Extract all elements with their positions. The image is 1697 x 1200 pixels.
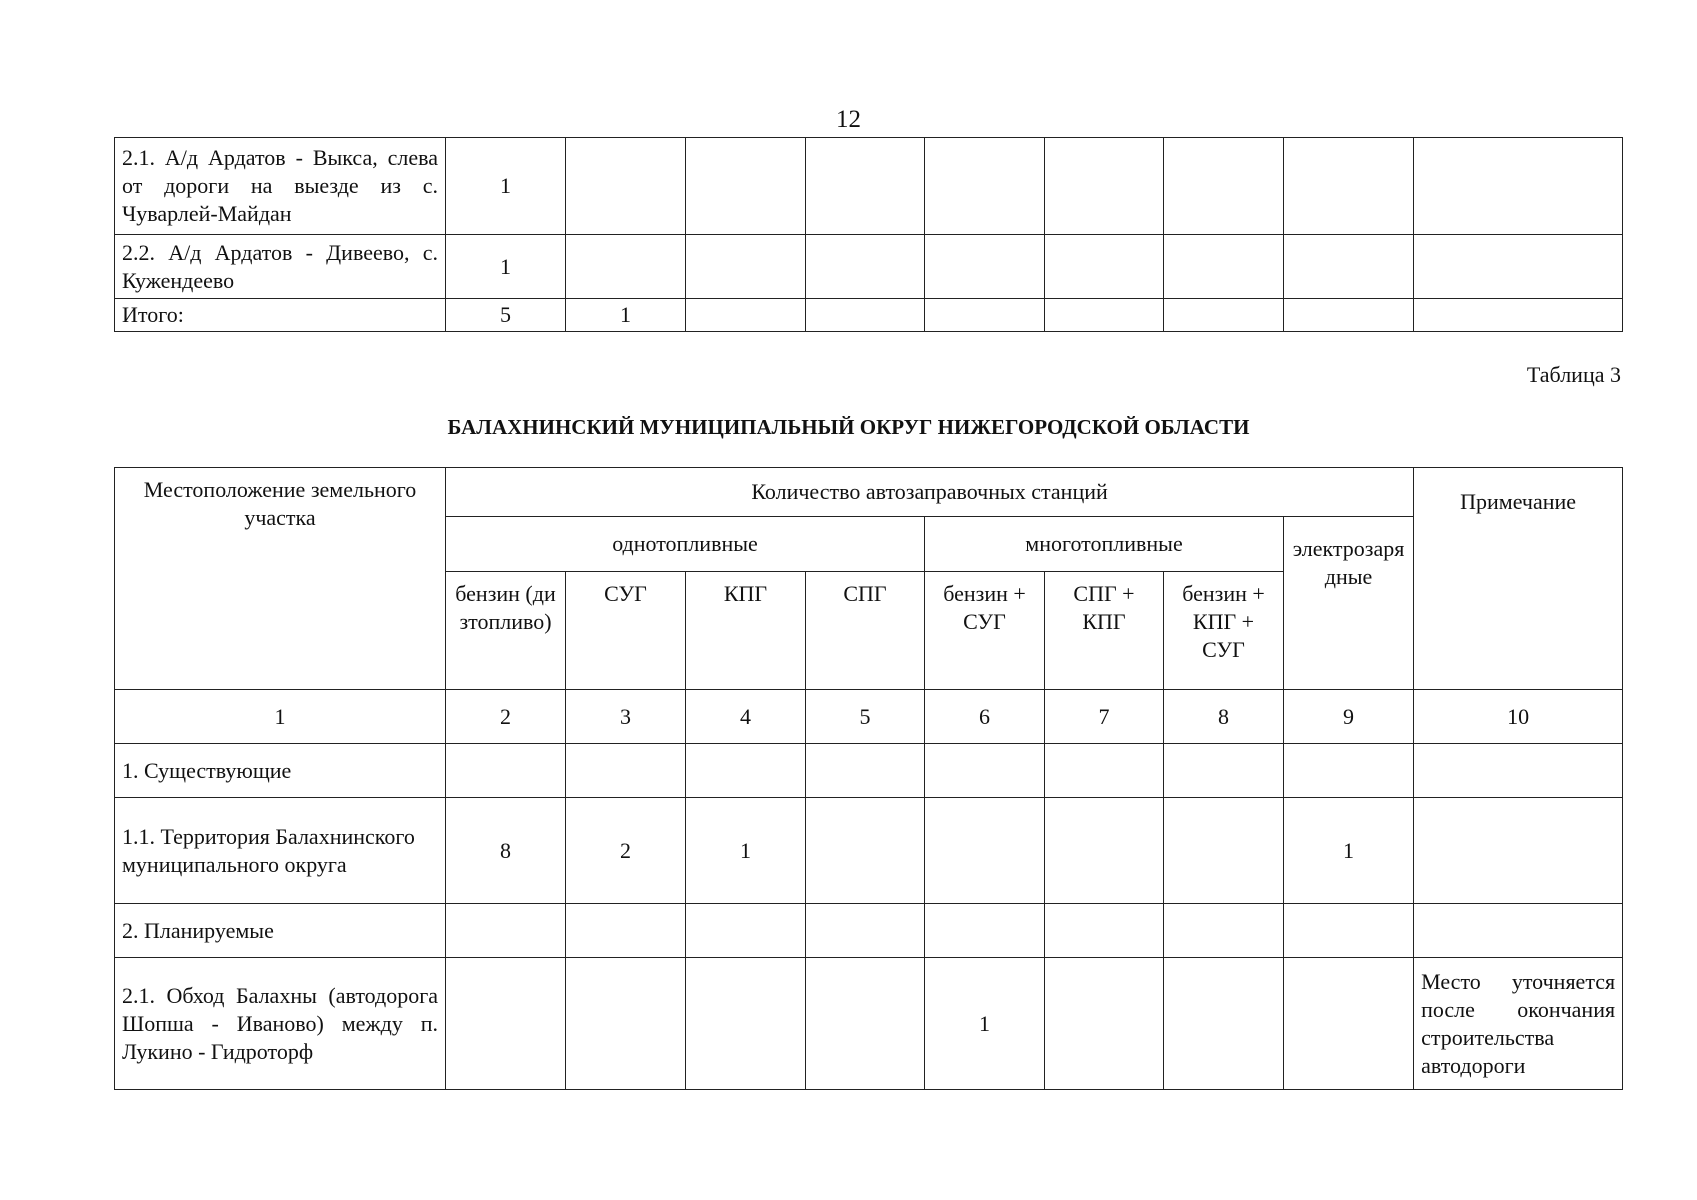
header-count: Количество автозаправочных станций: [446, 468, 1414, 517]
header-single-fuel: однотопливные: [446, 517, 925, 572]
table-row: [115, 958, 1623, 1090]
row-label: 1.1. Территория Балахнинского муниципального округа: [115, 798, 446, 904]
column-number: 1: [115, 690, 446, 744]
page-number: 12: [836, 106, 861, 133]
column-number: 7: [1045, 690, 1164, 744]
column-numbers-row: [115, 690, 1623, 744]
header-multi-fuel: многотопливные: [925, 517, 1284, 572]
column-number: 10: [1414, 690, 1623, 744]
column-number: 6: [925, 690, 1045, 744]
column-number: 3: [566, 690, 686, 744]
column-number: 9: [1284, 690, 1414, 744]
cell-value: 8: [446, 798, 566, 904]
cell-value: 1: [446, 235, 566, 299]
table-row: [115, 904, 1623, 958]
table-row-total: [115, 299, 1623, 332]
header-lng: СПГ: [806, 572, 925, 690]
row-label: 2. Планируемые: [115, 904, 446, 958]
cell-value: 1: [925, 958, 1045, 1090]
cell-value: 1: [686, 798, 806, 904]
header-petrol-lpg: бензин + СУГ: [925, 572, 1045, 690]
section-title: БАЛАХНИНСКИЙ МУНИЦИПАЛЬНЫЙ ОКРУГ НИЖЕГОРОДСКОЙ ОБЛАСТИ: [447, 415, 1250, 439]
header-location: Местоположение земельного участка: [115, 468, 446, 690]
cell-value: 2: [566, 798, 686, 904]
header-lng-cng: СПГ + КПГ: [1045, 572, 1164, 690]
row-label: 1. Существующие: [115, 744, 446, 798]
cell-value: 5: [446, 299, 566, 332]
cell-value: [566, 235, 686, 299]
header-petrol-cng-lpg: бензин + КПГ + СУГ: [1164, 572, 1284, 690]
cell-value: 1: [446, 138, 566, 235]
column-number: 2: [446, 690, 566, 744]
table-label: Таблица 3: [1526, 362, 1621, 387]
header-row: [115, 468, 1623, 517]
row-label: 2.1. Обход Балахны (автодорога Шопша - Иваново) между п. Лукино - Гидроторф: [115, 958, 446, 1090]
table-row: [115, 798, 1623, 904]
table-row: [115, 138, 1623, 235]
row-location: 2.1. А/д Ардатов - Выкса, слева от дороги на выезде из с. Чуварлей-Майдан: [115, 138, 446, 235]
header-electric: электрозарядные: [1284, 517, 1414, 690]
gas-stations-table: [114, 467, 1623, 1090]
cell-value: 1: [1284, 798, 1414, 904]
header-petrol: бензин (дизтопливо): [446, 572, 566, 690]
column-number: 5: [806, 690, 925, 744]
continued-table: [114, 137, 1623, 332]
row-note: Место уточняется после окончания строительства автодороги: [1414, 958, 1623, 1090]
header-note: Примечание: [1414, 468, 1623, 690]
header-lpg: СУГ: [566, 572, 686, 690]
table-row: [115, 235, 1623, 299]
table-row: [115, 744, 1623, 798]
row-location: 2.2. А/д Ардатов - Дивеево, с. Кужендеево: [115, 235, 446, 299]
cell-value: [566, 138, 686, 235]
header-cng: КПГ: [686, 572, 806, 690]
row-location: Итого:: [115, 299, 446, 332]
cell-value: 1: [566, 299, 686, 332]
column-number: 8: [1164, 690, 1284, 744]
column-number: 4: [686, 690, 806, 744]
